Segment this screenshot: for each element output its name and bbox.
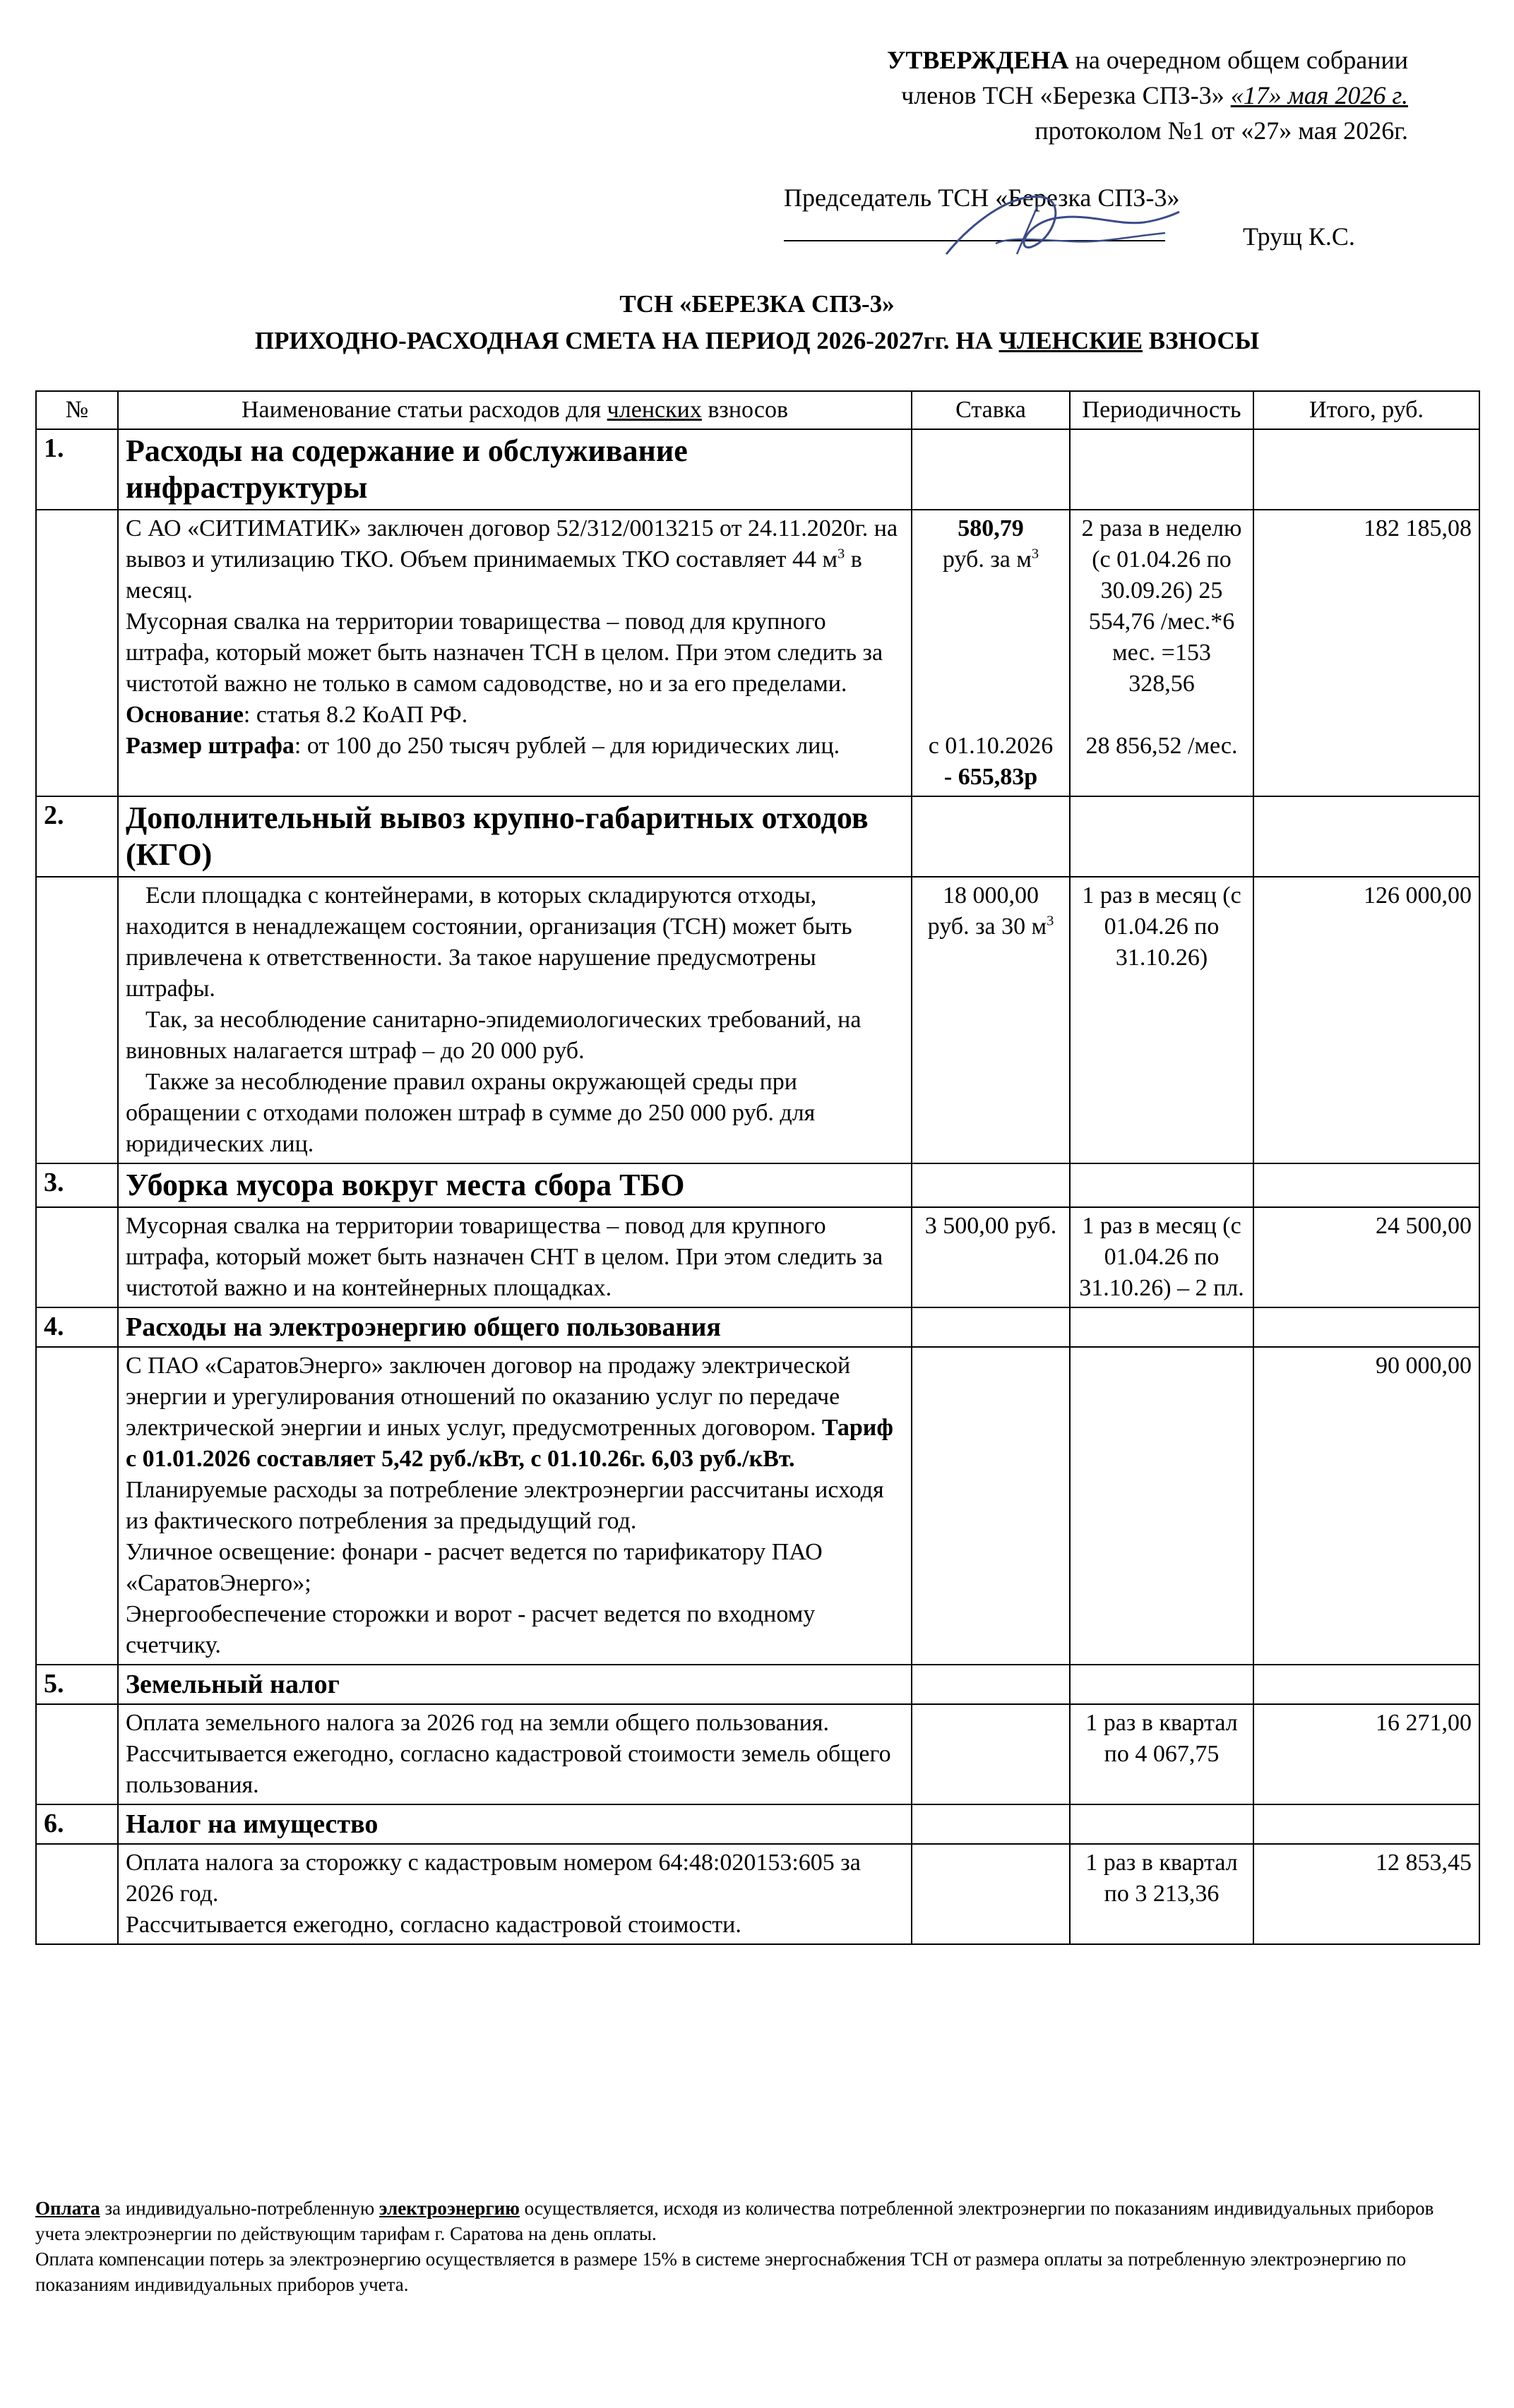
section-row xyxy=(36,429,1479,510)
handwritten-signature xyxy=(932,176,1186,268)
section-row xyxy=(36,796,1479,877)
approval-line1: на очередном общем собрании xyxy=(1068,46,1408,74)
approval-protocol: протоколом №1 от «27» мая 2026г. xyxy=(1035,116,1408,145)
table-row xyxy=(36,1347,1479,1665)
approval-block xyxy=(702,42,1408,148)
section-row xyxy=(36,1307,1479,1347)
row-rate: 18 000,00 руб. за 30 $м^3$ xyxy=(912,877,1070,1163)
section-row xyxy=(36,1665,1479,1704)
row-description: Оплата налога за сторожку с кадастровым номером 64:48:020153:605 за 2026 год. Рассчитывается ежегодно, согласно кадастровой стоимости. xyxy=(118,1844,912,1944)
section-number: 4. xyxy=(36,1307,118,1347)
section-row xyxy=(36,1163,1479,1207)
document-heading xyxy=(0,286,1514,359)
estimate-table xyxy=(35,390,1480,1945)
section-title: Расходы на содержание и обслуживание инфраструктуры xyxy=(118,429,912,510)
header-name: Наименование статьи расходов для членских взносов xyxy=(118,391,912,429)
row-rate: 3 500,00 руб. xyxy=(912,1207,1070,1307)
table-row xyxy=(36,1207,1479,1307)
table-row xyxy=(36,1844,1479,1944)
approval-word: УТВЕРЖДЕНА xyxy=(886,46,1069,74)
row-period: 1 раз в квартал по 4 067,75 xyxy=(1070,1704,1253,1804)
row-total: 182 185,08 xyxy=(1253,510,1479,796)
section-number: 2. xyxy=(36,796,118,877)
row-period: 1 раз в месяц (с 01.04.26 по 31.10.26) – 2 пл. xyxy=(1070,1207,1253,1307)
footer-note-2: Оплата компенсации потерь за электроэнергию осуществляется в размере 15% в системе энергоснабжения ТСН от размера оплаты за потребленную электроэнергию по показаниям индивидуальных приборов учета. xyxy=(35,2248,1407,2295)
row-period: 1 раз в месяц (с 01.04.26 по 31.10.26) xyxy=(1070,877,1253,1163)
row-description: С АО «СИТИМАТИК» заключен договор 52/312/0013215 от 24.11.2020г. на вывоз и утилизацию ТКО. Объем принимаемых ТКО составляет 44 $м^3$ в месяц. Мусорная свалка на территории товарищества – повод для крупного штрафа, который может быть назначен ТСН в целом. При этом следить за чистотой важно не только в самом садоводстве, но и за его пределами. Основание: статья 8.2 КоАП РФ. Размер штрафа: от 100 до 250 тысяч рублей – для юридических лиц. xyxy=(118,510,912,796)
row-total: 126 000,00 xyxy=(1253,877,1479,1163)
row-description: С ПАО «СаратовЭнерго» заключен договор на продажу электрической энергии и урегулирования отношений по оказанию услуг по передаче электрической энергии и иных услуг, предусмотренных договором. Тариф с 01.01.2026 составляет 5,42 руб./кВт, с 01.10.26г. 6,03 руб./кВт. Планируемые расходы за потребление электроэнергии рассчитаны исходя из фактического потребления за предыдущий год. Уличное освещение: фонари - расчет ведется по тарификатору ПАО «СаратовЭнерго»; Энергообеспечение сторожки и ворот - расчет ведется по входному счетчику. xyxy=(118,1347,912,1665)
section-number: 1. xyxy=(36,429,118,510)
row-period: 1 раз в квартал по 3 213,36 xyxy=(1070,1844,1253,1944)
section-number: 6. xyxy=(36,1804,118,1844)
section-number: 3. xyxy=(36,1163,118,1207)
section-title: Дополнительный вывоз крупно-габаритных отходов (КГО) xyxy=(118,796,912,877)
row-total: 12 853,45 xyxy=(1253,1844,1479,1944)
org-name: ТСН «БЕРЕЗКА СПЗ-3» xyxy=(619,290,895,318)
section-title: Земельный налог xyxy=(118,1665,912,1704)
table-row xyxy=(36,510,1479,796)
chairman-name: Трущ К.С. xyxy=(1243,222,1355,251)
table-row xyxy=(36,877,1479,1163)
section-row xyxy=(36,1804,1479,1844)
chairman-title: Председатель ТСН «Березка СПЗ-3» xyxy=(784,184,1180,212)
approval-line2: членов ТСН «Березка СПЗ-3» xyxy=(901,81,1231,109)
section-number: 5. xyxy=(36,1665,118,1704)
footer-note-1: Оплата за индивидуально-потребленную электроэнергию осуществляется, исходя из количества потребленной электроэнергии по показаниям индивидуальных приборов учета электроэнергии по действующим тарифам г. Саратова на день оплаты. xyxy=(35,2198,1434,2244)
header-total: Итого, руб. xyxy=(1253,391,1479,429)
row-period: 2 раза в неделю (с 01.04.26 по 30.09.26) 25 554,76 /мес.*6 мес. =153 328,56 28 856,52 /мес. xyxy=(1070,510,1253,796)
row-total: 16 271,00 xyxy=(1253,1704,1479,1804)
header-period: Периодичность xyxy=(1070,391,1253,429)
row-description: Мусорная свалка на территории товарищества – повод для крупного штрафа, который может быть назначен СНТ в целом. При этом следить за чистотой важно и на контейнерных площадках. xyxy=(118,1207,912,1307)
section-title: Расходы на электроэнергию общего пользования xyxy=(118,1307,912,1347)
header-rate: Ставка xyxy=(912,391,1070,429)
table-header xyxy=(36,391,1479,429)
row-total: 24 500,00 xyxy=(1253,1207,1479,1307)
row-description: Если площадка с контейнерами, в которых складируются отходы, находится в ненадлежащем состоянии, организация (ТСН) может быть привлечена к ответственности. За такое нарушение предусмотрены штрафы. Так, за несоблюдение санитарно-эпидемиологических требований, на виновных налагается штраф – до 20 000 руб. Также за несоблюдение правил охраны окружающей среды при обращении с отходами положен штраф в сумме до 250 000 руб. для юридических лиц. xyxy=(118,877,912,1163)
row-total: 90 000,00 xyxy=(1253,1347,1479,1665)
section-title: Налог на имущество xyxy=(118,1804,912,1844)
document-title: ПРИХОДНО-РАСХОДНАЯ СМЕТА НА ПЕРИОД 2026-2027гг. НА ЧЛЕНСКИЕ ВЗНОСЫ xyxy=(254,327,1260,354)
section-title: Уборка мусора вокруг места сбора ТБО xyxy=(118,1163,912,1207)
footer-notes xyxy=(35,2196,1479,2297)
header-num: № xyxy=(36,391,118,429)
approval-date: «17» мая 2026 г. xyxy=(1230,81,1408,109)
row-description: Оплата земельного налога за 2026 год на земли общего пользования. Рассчитывается ежегодно, согласно кадастровой стоимости земель общего пользования. xyxy=(118,1704,912,1804)
row-rate: 580,79 руб. за $м^3$ с 01.10.2026 - 655,83р xyxy=(912,510,1070,796)
table-row xyxy=(36,1704,1479,1804)
